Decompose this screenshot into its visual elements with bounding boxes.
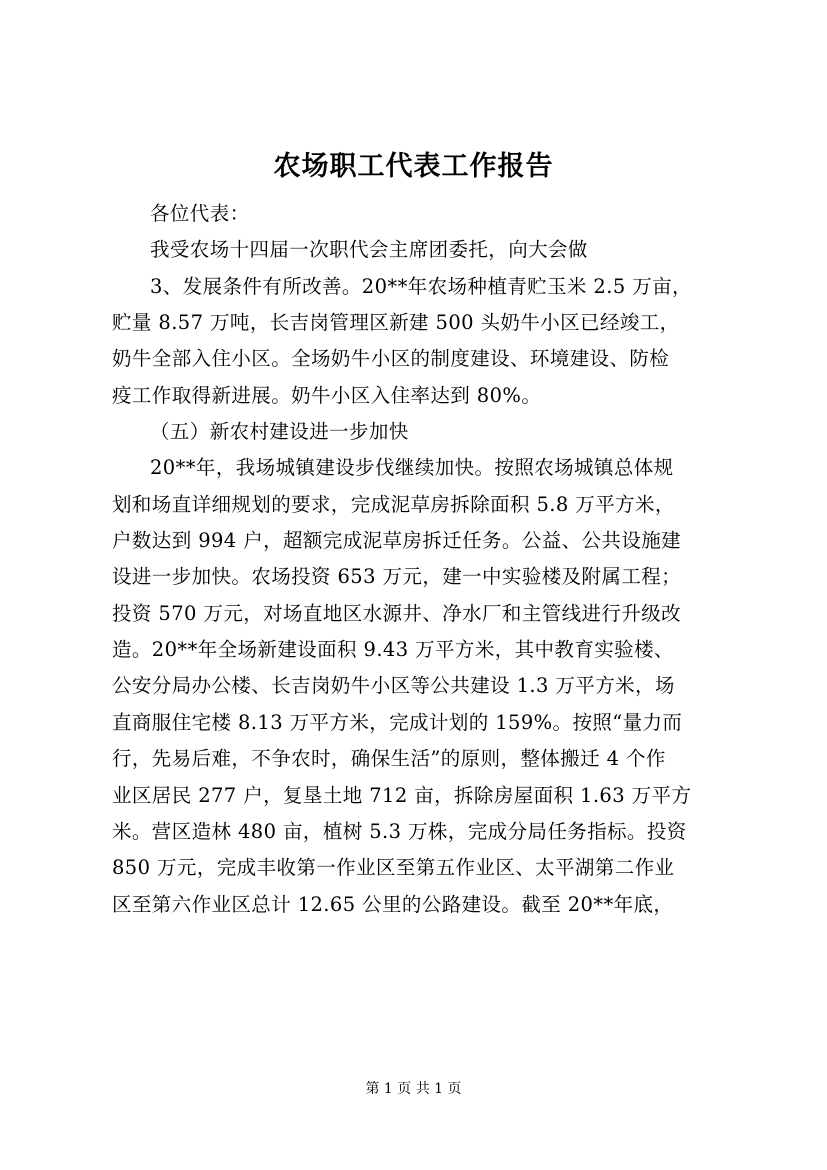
text-line: 户数达到 994 户，超额完成泥草房拆迁任务。公益、公共设施建 (112, 529, 682, 553)
text-line: 设进一步加快。农场投资 653 万元，建一中实验楼及附属工程； (112, 565, 682, 589)
document-title: 农场职工代表工作报告 (273, 151, 554, 182)
text-line: 米。营区造林 480 亩，植树 5.3 万株，完成分局任务指标。投资 (112, 819, 687, 843)
text-line: 业区居民 277 户，复垦土地 712 亩，拆除房屋面积 1.63 万平方 (112, 783, 692, 807)
text-line: 行，先易后难，不争农时，确保生活”的原则，整体搬迁 4 个作 (112, 747, 666, 771)
text-line: 投资 570 万元，对场直地区水源井、净水厂和主管线进行升级改 (112, 601, 682, 625)
text-line: 各位代表： (150, 202, 250, 225)
text-line: 20**年，我场城镇建设步伐继续加快。按照农场城镇总体规 (150, 456, 674, 480)
text-line: 850 万元，完成丰收第一作业区至第五作业区、太平湖第二作业 (112, 856, 675, 880)
section-heading: （五）新农村建设进一步加快 (150, 420, 409, 444)
text-line: 直商服住宅楼 8.13 万平方米，完成计划的 159%。按照“量力而 (112, 710, 683, 734)
text-line: 划和场直详细规划的要求，完成泥草房拆除面积 5.8 万平方米， (112, 492, 675, 516)
text-line: 我受农场十四届一次职代会主席团委托，向大会做 (150, 238, 588, 262)
text-line: 3、发展条件有所改善。20**年农场种植青贮玉米 2.5 万亩， (150, 274, 692, 298)
page-footer: 第 1 页 共 1 页 (365, 1081, 462, 1097)
text-line: 贮量 8.57 万吨，长吉岗管理区新建 500 头奶牛小区已经竣工， (112, 311, 680, 335)
text-line: 公安分局办公楼、长吉岗奶牛小区等公共建设 1.3 万平方米，场 (112, 674, 675, 698)
document-body (112, 196, 732, 923)
text-line: 疫工作取得新进展。奶牛小区入住率达到 80%。 (112, 383, 542, 407)
text-line: 区至第六作业区总计 12.65 公里的公路建设。截至 20**年底， (112, 892, 674, 916)
text-line: 造。20**年全场新建设面积 9.43 万平方米，其中教育实验楼、 (112, 638, 674, 662)
text-line: 奶牛全部入住小区。全场奶牛小区的制度建设、环境建设、防检 (112, 347, 670, 371)
